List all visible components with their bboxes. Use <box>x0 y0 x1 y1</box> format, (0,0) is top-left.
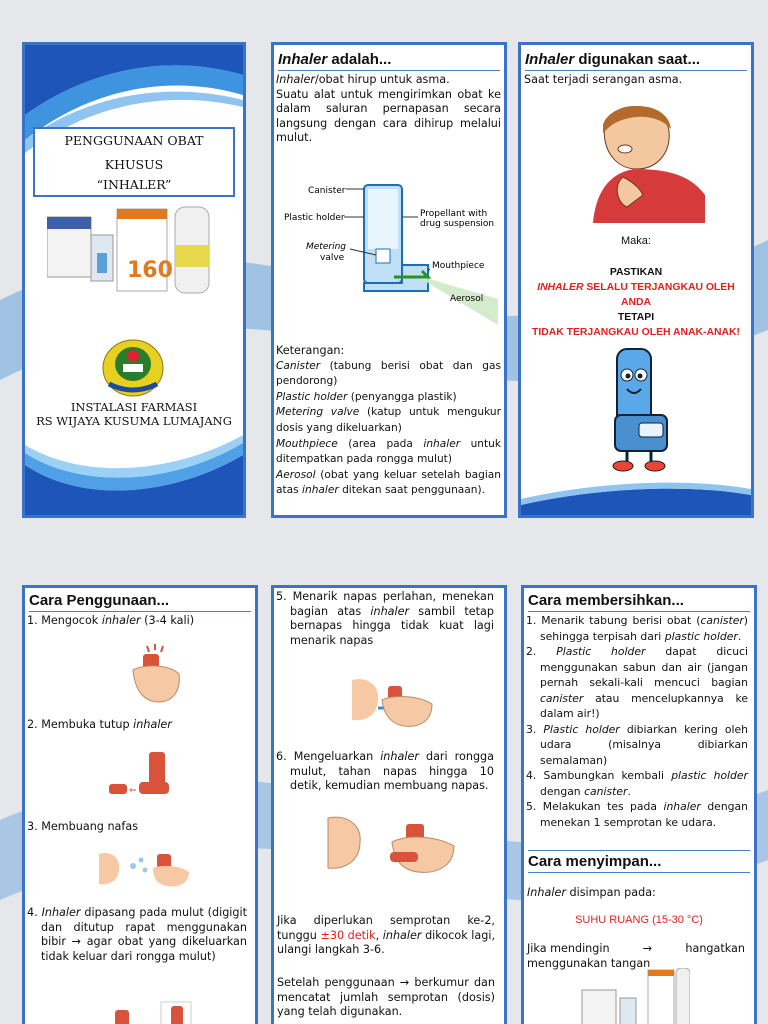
cleaning-step-5: 5. Melakukan tes pada inhaler dengan menekan 1 semprotan ke udara. <box>526 800 748 829</box>
usage-step-3: 3. Membuang nafas <box>27 820 139 833</box>
keterangan-item: Metering valve (katup untuk mengukur dosis yang dikeluarkan) <box>276 406 501 434</box>
usage-step-4: 4. Inhaler dipasang pada mulut (digigit dan ditutup rapat menggunakan bibir → agar obat yang dikeluarkan tidak keluar dari rongga mulut) <box>27 906 248 963</box>
definition-panel <box>271 42 507 518</box>
when-wave-bottom <box>521 475 751 515</box>
definition-heading-em: Inhaler <box>278 51 328 68</box>
cover-org-line2: RS WIJAYA KUSUMA LUMAJANG <box>36 414 232 428</box>
storage-temp: SUHU RUANG (15-30 °C) <box>575 914 703 926</box>
keterangan-item: Mouthpiece (area pada inhaler untuk ditempatkan pada rongga mulut) <box>276 437 501 466</box>
exhale-image <box>97 848 193 888</box>
inhaler-products-image <box>47 205 217 297</box>
cover-title-line2: KHUSUS <box>104 157 164 172</box>
inhale-image <box>348 672 438 732</box>
inhaler-diagram <box>278 179 504 329</box>
when-red3: TIDAK TERJANGKAU OLEH ANAK-ANAK! <box>532 327 740 338</box>
svg-text:valve: valve <box>320 253 345 263</box>
when-warning <box>521 265 751 340</box>
inhaler-mascot-image <box>599 345 679 473</box>
definition-body: Suatu alat untuk mengirimkan obat ke dalam saluran pernapasan secara langsung dengan cara dihirup melalui mulut. <box>276 87 501 145</box>
storage-line: Inhaler disimpan pada: <box>527 886 656 899</box>
keterangan-title: Keterangan: <box>276 344 345 357</box>
mouth-inhaler-image <box>105 1000 195 1024</box>
definition-intro-em: Inhaler <box>276 73 315 86</box>
cleaning-heading: Cara membersihkan... <box>528 592 750 612</box>
svg-text:Mouthpiece: Mouthpiece <box>432 261 485 271</box>
when-pastikan: PASTIKAN <box>609 267 663 278</box>
when-red2: ANDA <box>620 297 651 308</box>
coughing-child-image <box>565 103 705 223</box>
svg-text:Plastic holder: Plastic holder <box>284 213 345 223</box>
definition-heading-rest: adalah... <box>327 51 392 68</box>
svg-text:Aerosol: Aerosol <box>450 294 484 304</box>
cover-org-line1: INSTALASI FARMASI <box>70 400 198 414</box>
storage-cold <box>524 942 748 971</box>
cleaning-panel <box>521 585 757 1024</box>
when-heading-em: Inhaler <box>525 51 575 68</box>
usage-step-5: 5. Menarik napas perlahan, menekan bagian atas inhaler sambil tetap bernapas hingga tidak kuat lagi menarik napas <box>276 590 494 647</box>
when-tetapi: TETAPI <box>617 312 655 323</box>
usage-heading: Cara Penggunaan... <box>29 592 251 612</box>
svg-text:Canister: Canister <box>308 186 346 196</box>
shake-inhaler-image <box>129 644 183 706</box>
usage-step-1: 1. Mengocok inhaler (3-4 kali) <box>27 614 195 627</box>
definition-heading <box>278 51 500 71</box>
keterangan-list <box>274 343 504 499</box>
cover-title-line3: “INHALER” <box>96 177 172 192</box>
usage-panel-2 <box>271 585 507 1024</box>
when-heading <box>525 51 747 71</box>
usage-step-6: 6. Mengeluarkan inhaler dari rongga mulut, tahan napas hingga 10 detik, kemudian membuang napas. <box>276 750 494 793</box>
storage-heading: Cara menyimpan... <box>528 850 750 873</box>
cover-title-line1: PENGGUNAAN OBAT <box>64 133 204 148</box>
cleaning-step-1: 1. Menarik tabung berisi obat (canister) sehingga terpisah dari plastic holder. <box>526 614 748 643</box>
cover-panel <box>22 42 246 518</box>
keterangan-item: Canister (tabung berisi obat dan gas pendorong) <box>276 359 501 388</box>
when-panel <box>518 42 754 518</box>
usage-panel-1 <box>22 585 258 1024</box>
when-red1: INHALER SELALU TERJANGKAU OLEH <box>537 282 735 293</box>
svg-text:Metering: Metering <box>306 242 346 252</box>
when-maka: Maka: <box>621 235 651 247</box>
keterangan-item: Plastic holder (penyangga plastik) <box>276 390 457 403</box>
cover-title-box <box>33 127 235 197</box>
storage-cold-arrow: → <box>642 942 653 955</box>
storage-cold-c: menggunakan tangan <box>527 956 651 970</box>
open-cap-image <box>105 748 195 800</box>
hospital-logo <box>101 338 165 398</box>
cover-wave-bottom <box>25 425 243 517</box>
keterangan-item: Aerosol (obat yang keluar setelah bagian atas inhaler ditekan saat penggunaan). <box>276 468 501 497</box>
cleaning-list <box>526 613 748 830</box>
definition-intro-rest: /obat hirup untuk asma. <box>314 73 450 86</box>
cover-org <box>25 400 243 428</box>
usage-repeat: Jika diperlukan semprotan ke-2, tunggu ±30 detik, inhaler dikocok lagi, ulangi langkah 3-6. <box>277 914 496 957</box>
storage-cold-a: Jika mendingin <box>527 942 610 955</box>
when-line: Saat terjadi serangan asma. <box>524 73 683 86</box>
cleaning-step-2: 2. Plastic holder dapat dicuci menggunakan sabun dan air (jangan pernah sekali-kali mencuci bagian canister atau mencelupkannya ke dalam air!) <box>526 645 748 720</box>
cleaning-step-4: 4. Sambungkan kembali plastic holder dengan canister. <box>526 769 748 798</box>
usage-step-2: 2. Membuka tutup inhaler <box>27 718 172 731</box>
cleaning-step-3: 3. Plastic holder dibiarkan kering oleh udara (misalnya dibiarkan semalaman) <box>526 722 748 767</box>
svg-text:drug suspension: drug suspension <box>420 219 495 229</box>
svg-text:⇐: ⇐ <box>129 786 137 796</box>
svg-text:Propellant with: Propellant with <box>420 209 488 219</box>
storage-cold-b: hangatkan <box>685 942 745 955</box>
hold-breath-image <box>326 812 456 874</box>
usage-after: Setelah penggunaan → berkumur dan mencatat jumlah semprotan (dosis) yang telah digunakan. <box>277 976 495 1019</box>
svg-text:160: 160 <box>127 258 173 283</box>
storage-products-image <box>580 968 690 1024</box>
definition-text <box>274 73 504 146</box>
when-heading-rest: digunakan saat... <box>574 51 701 68</box>
